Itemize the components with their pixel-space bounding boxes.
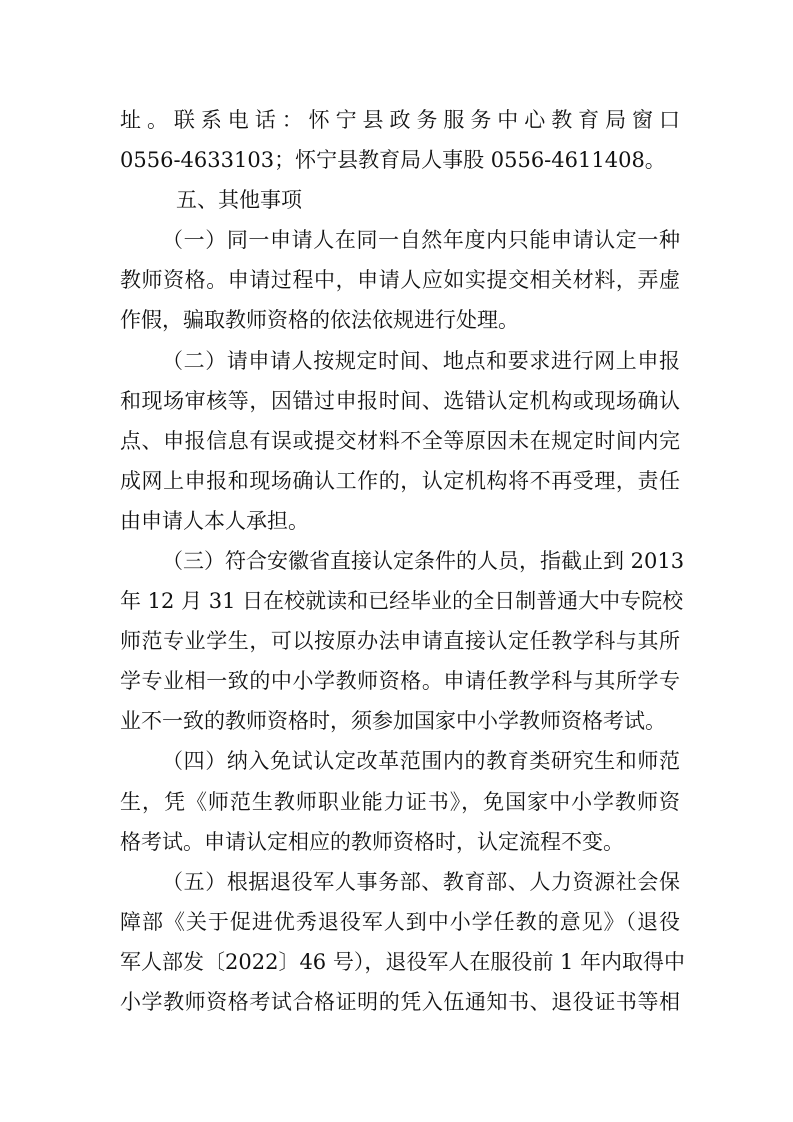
text-line: 障部《关于促进优秀退役军人到中小学任教的意见》（退役 (120, 910, 680, 934)
text-line: 点、申报信息有误或提交材料不全等原因未在规定时间内完 (120, 429, 680, 453)
text-line: 教师资格。申请过程中，申请人应如实提交相关材料，弄虚 (120, 268, 680, 292)
text-line: 由申请人本人承担。 (120, 509, 309, 533)
text-line: 址。联系电话：怀宁县政务服务中心教育局窗口 (120, 108, 680, 132)
text-line: 师范专业学生，可以按原办法申请直接认定任教学科与其所 (120, 629, 680, 653)
text-line: 军人部发〔2022〕46 号），退役军人在服役前 1 年内取得中 (120, 950, 686, 974)
text-line: 学专业相一致的中小学教师资格。申请任教学科与其所学专 (120, 669, 680, 693)
text-line: 业不一致的教师资格时，须参加国家中小学教师资格考试。 (120, 709, 666, 733)
text-line: （一）同一申请人在同一自然年度内只能申请认定一种 (162, 228, 680, 252)
text-line: 生，凭《师范生教师职业能力证书》，免国家中小学教师资 (120, 790, 680, 814)
text-line: 年 12 月 31 日在校就读和已经毕业的全日制普通大中专院校 (120, 589, 684, 613)
section-heading: 五、其他事项 (176, 188, 302, 212)
text-line: （二）请申请人按规定时间、地点和要求进行网上申报 (162, 349, 680, 373)
text-line: （五）根据退役军人事务部、教育部、人力资源社会保 (162, 870, 680, 894)
text-line: （三）符合安徽省直接认定条件的人员，指截止到 2013 (162, 549, 685, 573)
text-line: 和现场审核等，因错过申报时间、选错认定机构或现场确认 (120, 389, 680, 413)
text-line: 成网上申报和现场确认工作的，认定机构将不再受理，责任 (120, 469, 680, 493)
text-line: 格考试。申请认定相应的教师资格时，认定流程不变。 (120, 830, 624, 854)
text-line: 作假，骗取教师资格的依法依规进行处理。 (120, 308, 519, 332)
text-line: 0556-4633103；怀宁县教育局人事股 0556-4611408。 (120, 148, 666, 172)
text-line: 小学教师资格考试合格证明的凭入伍通知书、退役证书等相 (120, 990, 680, 1014)
text-line: （四）纳入免试认定改革范围内的教育类研究生和师范 (162, 749, 680, 773)
